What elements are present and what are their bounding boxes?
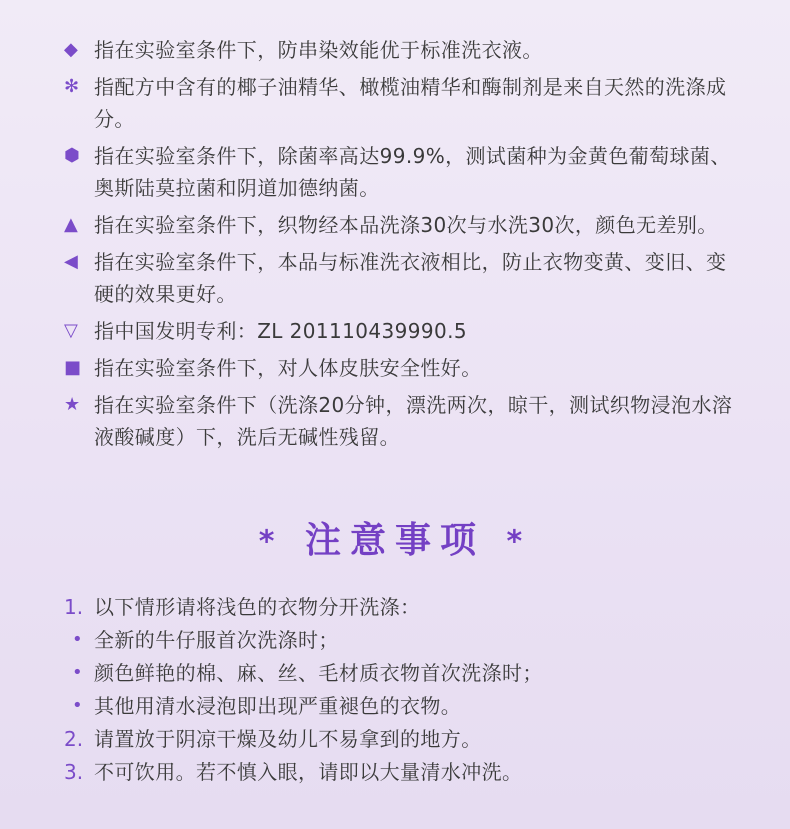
caution-item-3 [64, 756, 744, 789]
hexagon-icon: ⬢ [64, 145, 80, 166]
chevron-left-icon: ◀ [64, 251, 78, 272]
footnote-asterisk [64, 71, 734, 135]
cautions-list [64, 591, 744, 789]
footnote-text: 指配方中含有的椰子油精华、橄榄油精华和酶制剂是来自天然的洗涤成分。 [94, 75, 727, 131]
footnote-square [64, 352, 734, 384]
footnote-text: 指在实验室条件下，防串染效能优于标准洗衣液。 [94, 38, 543, 62]
bullet-text: 其他用清水浸泡即出现严重褪色的衣物。 [94, 694, 462, 718]
caution-bullet [64, 657, 744, 690]
item-number: 1. [64, 595, 84, 619]
item-text: 不可饮用。若不慎入眼，请即以大量清水冲洗。 [94, 760, 523, 784]
caution-bullet [64, 624, 744, 657]
footnote-triangle-down [64, 315, 734, 347]
section-heading [0, 512, 790, 563]
footnotes-list [64, 34, 734, 458]
square-icon: ■ [64, 357, 82, 378]
heading-star-left: * [258, 524, 284, 560]
item-number: 3. [64, 760, 84, 784]
footnote-text: 指在实验室条件下，对人体皮肤安全性好。 [94, 356, 482, 380]
triangle-up-icon: ▲ [64, 214, 78, 235]
caution-item-2 [64, 723, 744, 756]
footnote-chevron-left [64, 246, 734, 310]
item-text: 以下情形请将浅色的衣物分开洗涤： [94, 595, 421, 619]
item-text: 请置放于阴凉干燥及幼儿不易拿到的地方。 [94, 727, 482, 751]
caution-item-1 [64, 591, 744, 624]
footnote-text: 指中国发明专利：ZL 201110439990.5 [94, 319, 467, 343]
footnote-text: 指在实验室条件下，本品与标准洗衣液相比，防止衣物变黄、变旧、变硬的效果更好。 [94, 250, 727, 306]
heading-title: 注意事项 [304, 520, 485, 561]
asterisk-icon: ✻ [64, 76, 80, 97]
diamond-icon: ◆ [64, 39, 78, 60]
caution-bullet [64, 690, 744, 723]
bullet-text: 全新的牛仔服首次洗涤时； [94, 628, 339, 652]
heading-star-right: * [506, 524, 532, 560]
bullet-text: 颜色鲜艳的棉、麻、丝、毛材质衣物首次洗涤时； [94, 661, 543, 685]
footnote-diamond [64, 34, 734, 66]
footnote-hexagon [64, 140, 734, 204]
item-number: 2. [64, 727, 84, 751]
footnote-star [64, 389, 734, 453]
bullet-icon: • [72, 629, 83, 650]
triangle-down-icon: ▽ [64, 320, 78, 341]
bullet-icon: • [72, 662, 83, 683]
star-icon: ★ [64, 394, 81, 415]
footnote-text: 指在实验室条件下，除菌率高达99.9%，测试菌种为金黄色葡萄球菌、奥斯陆莫拉菌和阴道加德纳菌。 [94, 144, 731, 200]
footnote-text: 指在实验室条件下（洗涤20分钟，漂洗两次，晾干，测试织物浸泡水溶液酸碱度）下，洗后无碱性残留。 [94, 393, 733, 449]
footnote-triangle-up [64, 209, 734, 241]
footnote-text: 指在实验室条件下，织物经本品洗涤30次与水洗30次，颜色无差别。 [94, 213, 718, 237]
bullet-icon: • [72, 695, 83, 716]
